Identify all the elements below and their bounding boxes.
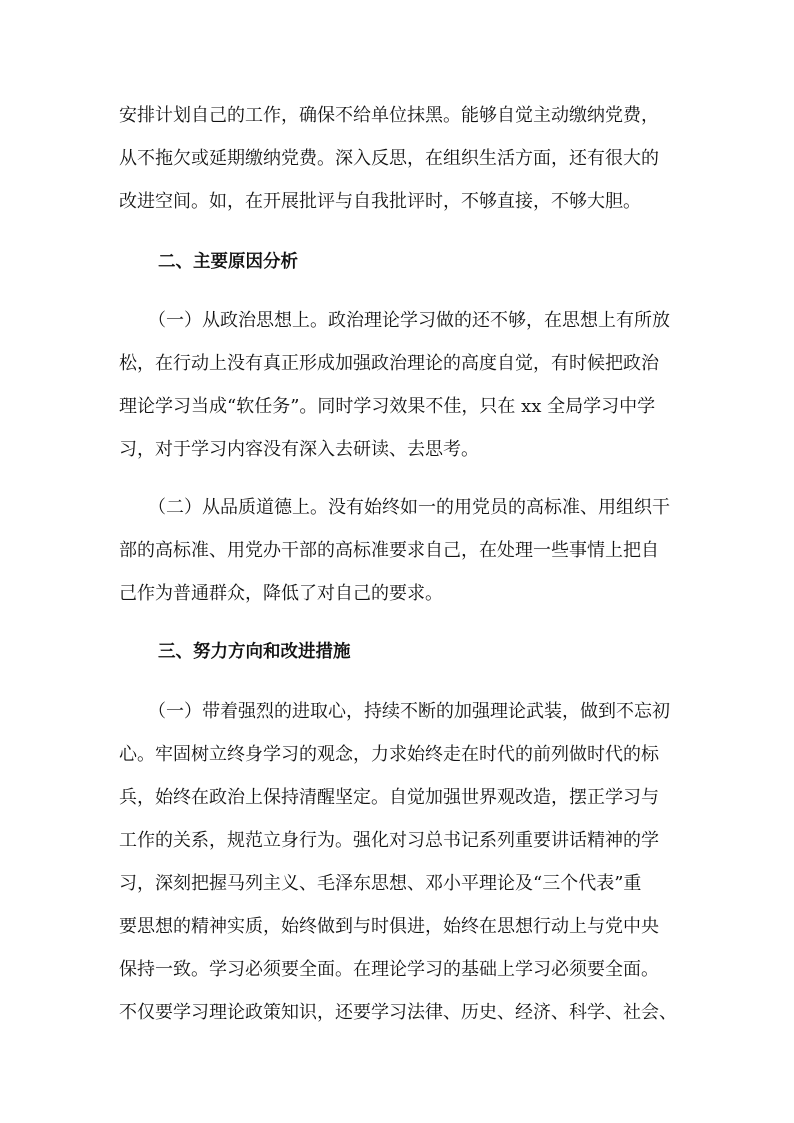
section-2-item-2-line-2: 部的高标准、用党办干部的高标准要求自己，在处理一些事情上把自 (119, 540, 659, 561)
section-3-item-1-line-7: 保持一致。学习必须要全面。在理论学习的基础上学习必须要全面。 (119, 959, 659, 980)
section-2-item-2-line-3: 己作为普通群众，降低了对自己的要求。 (119, 583, 443, 604)
section-3-item-1-line-3: 兵，始终在政治上保持清醒坚定。自觉加强世界观改造，摆正学习与 (119, 787, 659, 808)
section-2-item-1-line-3: 理论学习当成“软任务”。同时学习效果不佳，只在 xx 全局学习中学 (119, 396, 656, 417)
section-3-item-1-line-1: （一）带着强烈的进取心，持续不断的加强理论武装，做到不忘初 (148, 701, 670, 722)
section-3-heading: 三、努力方向和改进措施 (158, 642, 351, 662)
section-2-item-2-line-1: （二）从品质道德上。没有始终如一的用党员的高标准、用组织干 (148, 497, 670, 518)
section-2-heading: 二、主要原因分析 (158, 252, 298, 272)
section-3-item-1-line-5: 习，深刻把握马列主义、毛泽东思想、邓小平理论及“三个代表”重 (119, 873, 642, 894)
paragraph-intro-line-3: 改进空间。如，在开展批评与自我批评时，不够直接，不够大胆。 (119, 191, 641, 212)
section-3-item-1-line-4: 工作的关系，规范立身行为。强化对习总书记系列重要讲话精神的学 (119, 830, 659, 851)
section-2-item-1-line-4: 习，对于学习内容没有深入去研读、去思考。 (119, 439, 479, 460)
section-3-item-1-line-2: 心。牢固树立终身学习的观念，力求始终走在时代的前列做时代的标 (119, 744, 659, 765)
paragraph-intro-line-2: 从不拖欠或延期缴纳党费。深入反思，在组织生活方面，还有很大的 (119, 148, 659, 169)
section-3-item-1-line-6: 要思想的精神实质，始终做到与时俱进，始终在思想行动上与党中央 (119, 916, 659, 937)
section-2-item-1-line-2: 松，在行动上没有真正形成加强政治理论的高度自觉，有时候把政治 (119, 353, 659, 374)
paragraph-intro-line-1: 安排计划自己的工作，确保不给单位抹黑。能够自觉主动缴纳党费， (119, 105, 659, 126)
section-2-item-1-line-1: （一）从政治思想上。政治理论学习做的还不够，在思想上有所放 (148, 310, 670, 331)
section-3-item-1-line-8: 不仅要学习理论政策知识，还要学习法律、历史、经济、科学、社会、 (119, 1002, 677, 1023)
